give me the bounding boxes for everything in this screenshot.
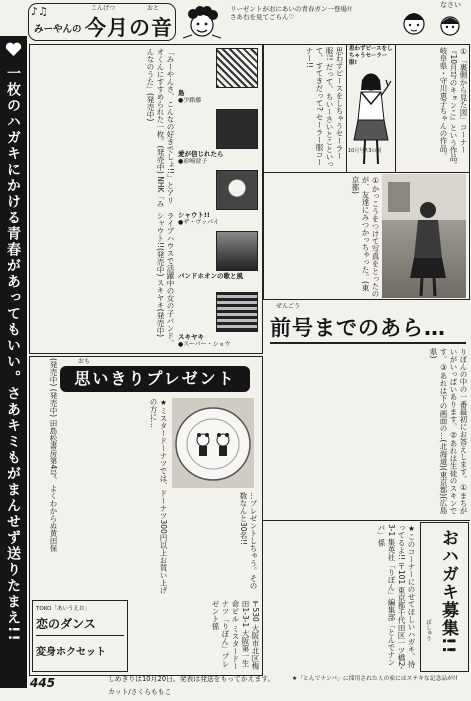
record-title: バンドホオンの歌と風	[178, 272, 243, 280]
ad-line-3: 変身ホクセット	[36, 647, 106, 658]
music-review-text-2: ライブハウスで活躍中の女の子バンド。シャウト!!(発売中) スキヤキ(発売中)	[156, 212, 175, 347]
record-artist: ●ザ・ヴッパイ	[178, 219, 219, 226]
photo-story-text: ①かっこうをつけて写真をとったのが、友達にみつかっちゃった。(東京都)	[351, 176, 380, 298]
present-banner-title: 思いきりプレゼント	[74, 369, 236, 388]
previous-heading: 前号までのあら…	[270, 316, 446, 340]
previous-heading-box	[266, 302, 470, 346]
ad-line-2: 恋のダンス	[36, 617, 96, 631]
record-item	[178, 168, 260, 229]
postcard-title-ruby: ぼしゅう	[425, 619, 431, 641]
postcard-title: おハガキ募集!!	[438, 529, 458, 655]
corner-divider	[263, 172, 470, 173]
postcard-info-text: ★このコーナーにのせてほしいハガキ、待ってるよ!! 〒101 東京都千代田区一ツ橋2-3-1 集英社「りぼん」編集部「とんでナンバ」係	[377, 524, 416, 670]
sailor-illustration	[346, 44, 396, 172]
record-jacket	[216, 231, 258, 271]
present-text-left: ★ミスタードーナツでは、ドーナツ300円以上お買い上げの方に…	[149, 398, 168, 594]
record-title: シャウト!!	[178, 211, 210, 219]
top-right-caption: なさい	[440, 1, 461, 9]
ad-divider	[36, 635, 124, 636]
ruby-kongetsu: こんげつ	[91, 5, 116, 12]
record-title: 愛が信じれたら	[178, 150, 224, 158]
present-banner	[60, 366, 250, 392]
ruby-oto: おと	[147, 5, 160, 12]
previous-heading-ruby: ぜんごう	[276, 303, 301, 310]
record-jacket	[216, 292, 258, 332]
record-title: スキヤキ	[178, 333, 204, 341]
record-item	[178, 290, 260, 351]
column-title-box	[28, 3, 176, 41]
sailor-caption: 思わずピースをしちゃうセーラー服!	[349, 46, 393, 66]
deadline-note: しめきりは10月20日。発表は発送をもってかえます。	[108, 675, 275, 683]
sailor-corner-text: 思わずピースをしちゃうセーラー服!! だって、ちいーさいとこといって、すてきだって? セーラー服コーナー!!	[305, 47, 344, 168]
page-number: 445	[30, 676, 56, 690]
previous-heading-underline	[270, 342, 466, 344]
side-strip-message: 一枚のハガキにかける青春があってもいい。さあキミもがまんせず送りたまえ!!	[5, 66, 21, 643]
heart-icon	[5, 42, 22, 61]
previous-answers-text: りぼんの中の一番最初にお答えします。①まちがいがいっぱいあります。②あれは生徒のスキンです。③あれは下の画面の…(北海道)(東京都)(広島県)	[429, 348, 468, 515]
record-title: 島	[178, 89, 185, 97]
advertisement-box	[32, 600, 128, 672]
column-title: 今月の音	[85, 16, 173, 40]
record-artist: ●彩崎澄子	[178, 158, 208, 165]
postcard-top-rule	[263, 520, 470, 521]
column-title-prefix: みーやんの	[34, 24, 82, 35]
record-item	[178, 107, 260, 168]
record-jacket	[216, 48, 258, 88]
present-banner-ruby: おも	[78, 358, 91, 365]
side-strip	[0, 36, 27, 688]
sailor-figure-label: 10月号P.3の図	[348, 148, 382, 154]
cut-credit: カット/さくらももこ	[108, 688, 172, 696]
record-jacket	[216, 170, 258, 210]
present-address-text: 〒530 大阪市北区梅田1-3-1 大阪第一生命ビル ミスタードーナツ「りぼん」プレゼント係	[211, 600, 260, 670]
record-item	[178, 229, 260, 290]
present-plate-photo	[172, 398, 254, 488]
prize-note: ★「とんでナンバ」に採用された人の家にはステキな記念品が!!	[292, 676, 458, 682]
record-list	[178, 46, 260, 352]
reader-photo	[382, 174, 466, 298]
top-caption: リーゼントがおにあいの青春ガン一登場!! さあ右を見てごらん♡	[230, 5, 353, 21]
record-artist: ●スーパー・ショウ	[178, 341, 231, 348]
record-jacket	[216, 109, 258, 149]
record-item	[178, 46, 260, 107]
music-notes-icon: ♪♫	[31, 5, 48, 18]
back-view-corner-text: ①「裏側から見た図」コーナー 『10月号のキョンこ』という作品。岐阜県・守川恵子ちゃんの作品。	[439, 47, 468, 170]
caricature-illustration	[178, 2, 226, 42]
music-review-text-1: 「みーやんさ、こんなの好きでしょ!!」とアリオくんにすすめられた一枚。(発売中) NHK「みんなのうた」(発売中)	[146, 48, 175, 208]
postcard-title-box	[420, 522, 469, 672]
present-text-right: …プレゼントしちゃう。その数なんと30名!!	[239, 492, 258, 590]
music-review-text-3: (発売中) (発売中) 田島松書房第4号、よくわからぬ黄田保	[49, 358, 58, 552]
record-artist: ●少路藤	[178, 97, 202, 104]
ad-line-1: TOKO「あいうえお」	[36, 606, 90, 612]
